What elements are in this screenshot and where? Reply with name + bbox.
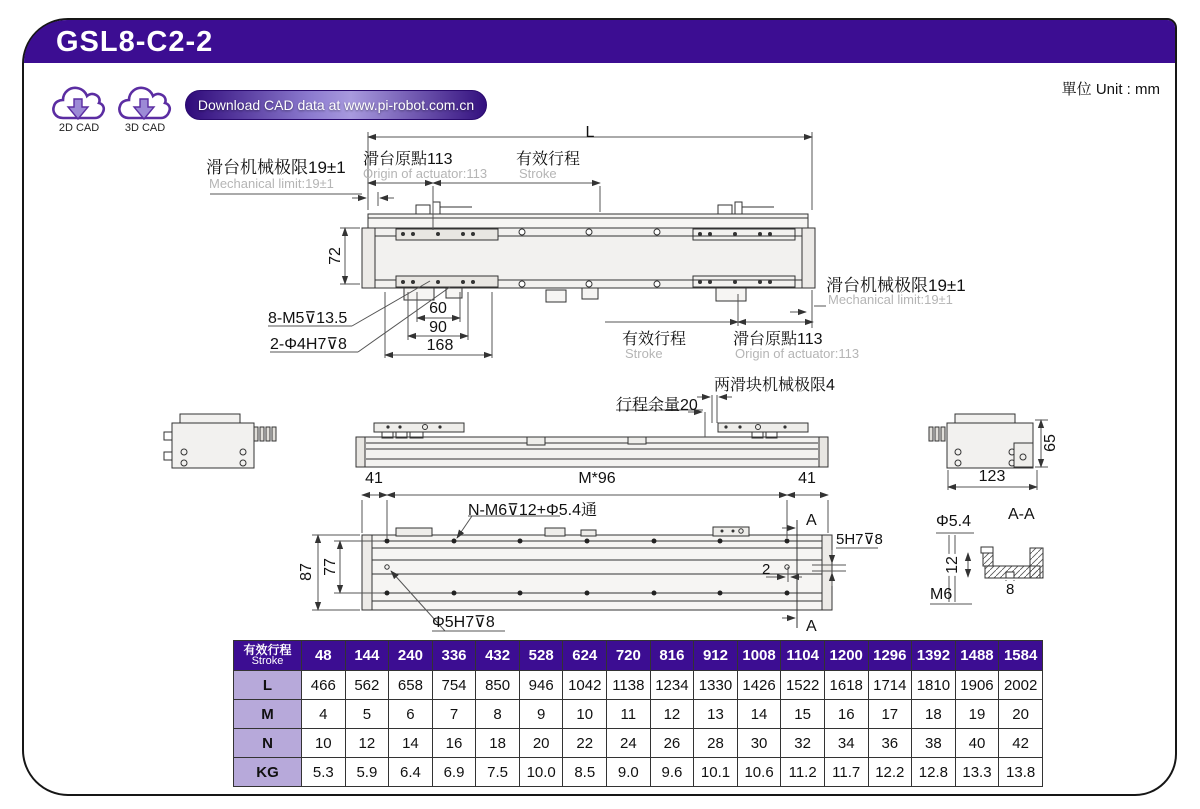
dim-41-left: 41 xyxy=(365,470,383,487)
table-header-cell: 432 xyxy=(476,641,520,671)
table-cell: 6.9 xyxy=(432,758,476,787)
section-a-top: A xyxy=(806,512,817,529)
stroke-label-zh: 有效行程 xyxy=(516,151,581,168)
table-row-label: L xyxy=(234,671,302,700)
origin2-label-en: Origin of actuator:113 xyxy=(735,346,860,361)
table-cell: 1714 xyxy=(868,671,912,700)
table-cell: 24 xyxy=(607,729,651,758)
table-cell: 22 xyxy=(563,729,607,758)
table-cell: 12 xyxy=(650,700,694,729)
table-cell: 8 xyxy=(476,700,520,729)
dim-77: 77 xyxy=(322,558,339,576)
download-cad-button[interactable]: Download CAD data at www.pi-robot.com.cn xyxy=(185,90,487,120)
table-cell: 12 xyxy=(345,729,389,758)
table-cell: 754 xyxy=(432,671,476,700)
table-header-cell: 240 xyxy=(389,641,433,671)
table-cell: 20 xyxy=(999,700,1043,729)
table-cell: 658 xyxy=(389,671,433,700)
stroke-spec-table xyxy=(233,640,1043,787)
table-cell: 13 xyxy=(694,700,738,729)
table-cell: 26 xyxy=(650,729,694,758)
dim-m96: M*96 xyxy=(578,470,616,487)
hole-note: N-M6⊽12+Φ5.4通 xyxy=(468,502,597,519)
table-cell: 42 xyxy=(999,729,1043,758)
table-cell: 11 xyxy=(607,700,651,729)
table-header-cell: 912 xyxy=(694,641,738,671)
dim-90: 90 xyxy=(429,319,447,336)
table-header-cell: 1392 xyxy=(912,641,956,671)
table-row xyxy=(234,671,1043,700)
table-cell: 30 xyxy=(737,729,781,758)
dim-41-right: 41 xyxy=(798,470,816,487)
dim-60: 60 xyxy=(429,300,447,317)
table-cell: 850 xyxy=(476,671,520,700)
table-cell: 16 xyxy=(432,729,476,758)
stroke2-label-zh: 有效行程 xyxy=(622,331,687,348)
two-slider-note: 两滑块机械极限4 xyxy=(714,377,835,394)
mech-limit-left-zh: 滑台机械极限19±1 xyxy=(206,158,346,177)
table-cell: 14 xyxy=(737,700,781,729)
table-row-label: KG xyxy=(234,758,302,787)
table-row-label: M xyxy=(234,700,302,729)
thread-note: 8-M5⊽13.5 xyxy=(268,310,348,327)
table-cell: 1810 xyxy=(912,671,956,700)
table-cell: 466 xyxy=(302,671,346,700)
table-cell: 10.0 xyxy=(519,758,563,787)
mech-limit-right-en: Mechanical limit:19±1 xyxy=(828,292,953,307)
dim-12: 12 xyxy=(944,556,961,574)
dim-L: L xyxy=(585,124,595,141)
stroke-label-en: Stroke xyxy=(519,166,557,181)
table-cell: 19 xyxy=(955,700,999,729)
section-dia: Φ5.4 xyxy=(936,513,972,530)
origin2-label-zh: 滑台原點113 xyxy=(733,331,823,348)
table-header-cell: 1296 xyxy=(868,641,912,671)
table-header-cell: 336 xyxy=(432,641,476,671)
table-cell: 36 xyxy=(868,729,912,758)
table-cell: 1042 xyxy=(563,671,607,700)
table-cell: 946 xyxy=(519,671,563,700)
section-thread: M6 xyxy=(930,586,953,603)
table-cell: 12.2 xyxy=(868,758,912,787)
table-cell: 28 xyxy=(694,729,738,758)
table-cell: 7 xyxy=(432,700,476,729)
table-header-cell: 720 xyxy=(607,641,651,671)
spec-table-container xyxy=(233,640,1043,787)
cad-2d-label: 2D CAD xyxy=(58,122,100,134)
table-cell: 6 xyxy=(389,700,433,729)
table-cell: 7.5 xyxy=(476,758,520,787)
table-cell: 34 xyxy=(824,729,868,758)
table-header-cell: 816 xyxy=(650,641,694,671)
table-cell: 11.7 xyxy=(824,758,868,787)
table-row xyxy=(234,729,1043,758)
section-view-drawing xyxy=(981,547,1043,578)
top-view-drawing xyxy=(362,202,815,302)
table-cell: 10.1 xyxy=(694,758,738,787)
dim-123: 123 xyxy=(978,468,1006,485)
table-cell: 1426 xyxy=(737,671,781,700)
table-cell: 1618 xyxy=(824,671,868,700)
margin-note: 行程余量20 xyxy=(616,397,698,414)
table-cell: 10.6 xyxy=(737,758,781,787)
table-header-cell: 528 xyxy=(519,641,563,671)
side-view-drawing xyxy=(164,414,1033,468)
table-cell: 1234 xyxy=(650,671,694,700)
table-cell: 2002 xyxy=(999,671,1043,700)
table-cell: 14 xyxy=(389,729,433,758)
table-header-cell: 144 xyxy=(345,641,389,671)
table-cell: 1138 xyxy=(607,671,651,700)
table-cell: 13.8 xyxy=(999,758,1043,787)
table-cell: 15 xyxy=(781,700,825,729)
table-header-cell: 1584 xyxy=(999,641,1043,671)
table-cell: 9.0 xyxy=(607,758,651,787)
pin-note: 2-Φ4H7⊽8 xyxy=(270,336,347,353)
dim-65: 65 xyxy=(1042,434,1059,452)
table-cell: 32 xyxy=(781,729,825,758)
table-cell: 4 xyxy=(302,700,346,729)
table-cell: 5.3 xyxy=(302,758,346,787)
cad-3d-label: 3D CAD xyxy=(124,122,166,134)
table-header-cell: 1488 xyxy=(955,641,999,671)
table-cell: 40 xyxy=(955,729,999,758)
mech-limit-right-zh: 滑台机械极限19±1 xyxy=(826,276,966,295)
dim-72: 72 xyxy=(327,247,344,265)
dim-2: 2 xyxy=(762,561,771,578)
table-cell: 1330 xyxy=(694,671,738,700)
section-a-bottom: A xyxy=(806,618,817,635)
table-cell: 8.5 xyxy=(563,758,607,787)
dim-87: 87 xyxy=(298,563,315,581)
table-cell: 6.4 xyxy=(389,758,433,787)
table-cell: 12.8 xyxy=(912,758,956,787)
origin-label-zh: 滑台原點113 xyxy=(363,151,453,168)
table-cell: 20 xyxy=(519,729,563,758)
table-cell: 16 xyxy=(824,700,868,729)
unit-label: 單位 Unit : mm xyxy=(1061,81,1160,98)
table-header-stroke: 有效行程 Stroke xyxy=(234,641,302,671)
stroke2-label-en: Stroke xyxy=(625,346,663,361)
slot-note: 5H7⊽8 xyxy=(836,531,883,548)
section-title: A-A xyxy=(1008,506,1035,523)
mech-limit-left-en: Mechanical limit:19±1 xyxy=(209,176,334,191)
table-cell: 5.9 xyxy=(345,758,389,787)
table-header-cell: 1104 xyxy=(781,641,825,671)
table-cell: 18 xyxy=(912,700,956,729)
table-header-cell: 624 xyxy=(563,641,607,671)
table-cell: 562 xyxy=(345,671,389,700)
table-header-cell: 1200 xyxy=(824,641,868,671)
hole-note2: Φ5H7⊽8 xyxy=(432,614,495,631)
table-row-label: N xyxy=(234,729,302,758)
table-cell: 18 xyxy=(476,729,520,758)
table-cell: 10 xyxy=(563,700,607,729)
table-cell: 38 xyxy=(912,729,956,758)
table-header-cell: 1008 xyxy=(737,641,781,671)
dim-8: 8 xyxy=(1006,581,1015,598)
table-cell: 13.3 xyxy=(955,758,999,787)
table-cell: 5 xyxy=(345,700,389,729)
table-cell: 1522 xyxy=(781,671,825,700)
table-row xyxy=(234,758,1043,787)
origin-label-en: Origin of actuator:113 xyxy=(363,166,488,181)
table-cell: 11.2 xyxy=(781,758,825,787)
table-cell: 10 xyxy=(302,729,346,758)
table-cell: 9 xyxy=(519,700,563,729)
table-cell: 17 xyxy=(868,700,912,729)
table-cell: 9.6 xyxy=(650,758,694,787)
table-header-cell: 48 xyxy=(302,641,346,671)
page-title: GSL8-C2-2 xyxy=(56,26,214,58)
table-row xyxy=(234,700,1043,729)
table-cell: 1906 xyxy=(955,671,999,700)
dim-168: 168 xyxy=(426,337,454,354)
